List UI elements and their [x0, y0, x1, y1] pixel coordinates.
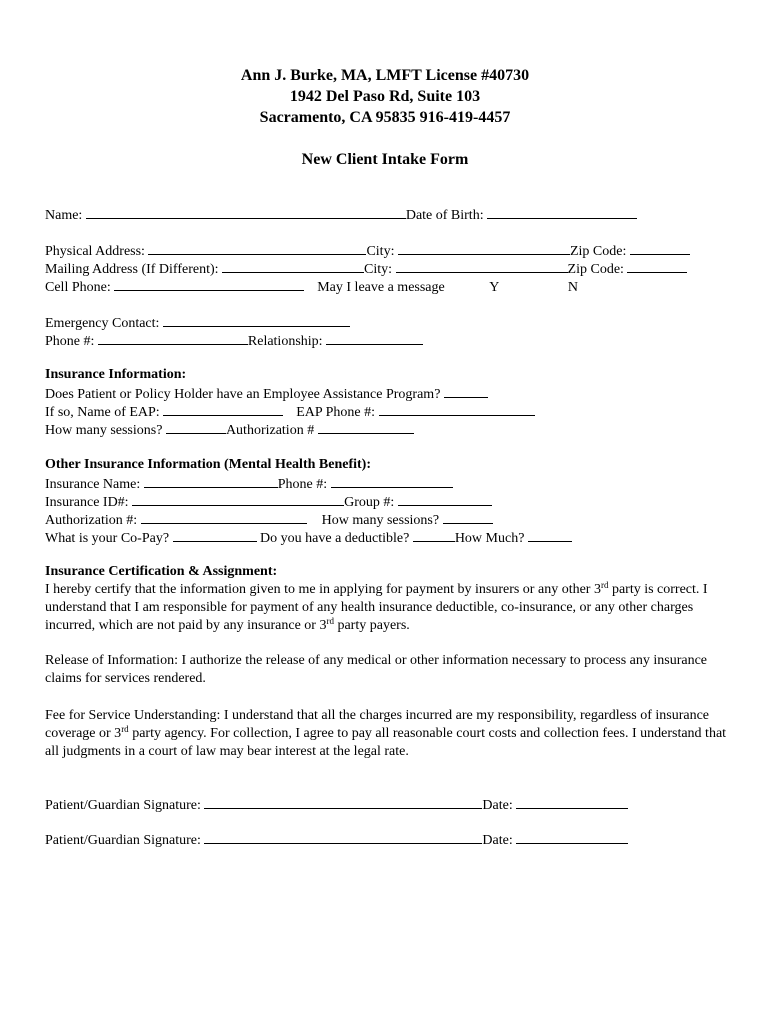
zip-label: Zip Code:	[569, 244, 627, 259]
emergency-phone-field[interactable]	[98, 331, 248, 345]
signature-label: Patient/Guardian Signature:	[45, 798, 201, 813]
practitioner-name: Ann J. Burke, MA, LMFT License #40730	[240, 67, 530, 84]
how-much-field[interactable]	[528, 528, 572, 542]
physical-zip-field[interactable]	[630, 241, 690, 255]
insurance-sessions-label: How many sessions?	[321, 513, 440, 528]
how-much-label: How Much?	[454, 531, 525, 546]
copay-label: What is your Co-Pay?	[45, 531, 170, 546]
mailing-address-label: Mailing Address (If Different):	[45, 262, 219, 277]
insurance-phone-field[interactable]	[331, 474, 453, 488]
insurance-name-row	[45, 474, 453, 492]
date-label: Date:	[482, 798, 513, 813]
signature-label: Patient/Guardian Signature:	[45, 833, 201, 848]
fee-text-part-2: party agency. For collection, I agree to pay all reasonable court costs and collection fees. I understand that all judgments in a court of law may bear interest at the legal rate.	[45, 726, 727, 759]
relationship-label: Relationship:	[247, 334, 323, 349]
insurance-authorization-field[interactable]	[141, 510, 307, 524]
signature-field-1[interactable]	[204, 795, 482, 809]
fee-for-service-paragraph	[45, 707, 735, 761]
emergency-phone-label: Phone #:	[45, 334, 95, 349]
eap-sessions-field[interactable]	[166, 420, 226, 434]
name-row	[45, 205, 637, 223]
signature-date-field-1[interactable]	[516, 795, 628, 809]
cell-phone-field[interactable]	[114, 277, 304, 291]
signature-field-2[interactable]	[204, 830, 482, 844]
certification-text-part-3: party payers.	[333, 618, 410, 633]
dob-label: Date of Birth:	[405, 208, 484, 223]
message-yes-option[interactable]: Y	[489, 280, 499, 295]
certification-heading: Insurance Certification & Assignment:	[45, 564, 278, 579]
eap-sessions-label: How many sessions?	[45, 423, 163, 438]
insurance-id-label: Insurance ID#:	[45, 495, 129, 510]
practice-city-phone: Sacramento, CA 95835 916-419-4457	[259, 109, 511, 126]
eap-name-field[interactable]	[163, 402, 283, 416]
insurance-authorization-label: Authorization #:	[45, 513, 138, 528]
eap-sessions-row	[45, 420, 414, 438]
certification-superscript-2: rd	[326, 616, 334, 626]
eap-name-row	[45, 402, 535, 420]
eap-authorization-field[interactable]	[318, 420, 414, 434]
practice-header	[0, 65, 770, 128]
message-label: May I leave a message	[317, 280, 445, 295]
name-field[interactable]	[86, 205, 406, 219]
eap-question: Does Patient or Policy Holder have an Employee Assistance Program?	[45, 387, 441, 402]
insurance-id-row	[45, 492, 492, 510]
signature-date-field-2[interactable]	[516, 830, 628, 844]
date-label: Date:	[482, 833, 513, 848]
other-insurance-heading: Other Insurance Information (Mental Health Benefit):	[45, 457, 371, 472]
mailing-address-field[interactable]	[222, 259, 364, 273]
group-label: Group #:	[344, 495, 395, 510]
eap-answer-field[interactable]	[444, 384, 488, 398]
certification-text-part-2: party is correct. I understand that I am responsible for payment of any health insurance deductible, co-insurance, or any other charges incurred, which are not paid by any insurance or 3	[45, 582, 708, 633]
message-no-option[interactable]: N	[567, 280, 578, 295]
signature-row-2	[45, 830, 628, 848]
insurance-id-field[interactable]	[132, 492, 344, 506]
group-field[interactable]	[398, 492, 492, 506]
city-label: City:	[366, 244, 395, 259]
name-label: Name:	[45, 208, 83, 223]
physical-address-field[interactable]	[148, 241, 366, 255]
copay-field[interactable]	[173, 528, 257, 542]
certification-superscript-1: rd	[600, 580, 609, 590]
deductible-field[interactable]	[413, 528, 455, 542]
fee-superscript: rd	[121, 724, 129, 734]
physical-address-row	[45, 241, 690, 259]
zip-label: Zip Code:	[567, 262, 624, 277]
insurance-phone-label: Phone #:	[277, 477, 328, 492]
form-title: New Client Intake Form	[301, 151, 469, 168]
eap-name-label: If so, Name of EAP:	[45, 405, 160, 420]
emergency-contact-label: Emergency Contact:	[45, 316, 160, 331]
dob-field[interactable]	[487, 205, 637, 219]
physical-address-label: Physical Address:	[45, 244, 145, 259]
insurance-name-field[interactable]	[144, 474, 278, 488]
cell-phone-label: Cell Phone:	[45, 280, 111, 295]
certification-text-part-1: I hereby certify that the information given to me in applying for payment by insurers or any other 3	[45, 582, 601, 597]
cell-phone-row	[45, 277, 578, 295]
eap-authorization-label: Authorization #	[225, 423, 315, 438]
deductible-label: Do you have a deductible?	[260, 531, 410, 546]
emergency-contact-row	[45, 313, 350, 331]
eap-phone-field[interactable]	[379, 402, 535, 416]
copay-row	[45, 528, 572, 546]
mailing-zip-field[interactable]	[627, 259, 687, 273]
insurance-authorization-row	[45, 510, 493, 528]
eap-row	[45, 384, 488, 402]
emergency-contact-field[interactable]	[163, 313, 350, 327]
insurance-heading: Insurance Information:	[45, 367, 187, 382]
city-label: City:	[364, 262, 393, 277]
mailing-address-row	[45, 259, 687, 277]
physical-city-field[interactable]	[398, 241, 570, 255]
insurance-sessions-field[interactable]	[443, 510, 493, 524]
practice-address: 1942 Del Paso Rd, Suite 103	[289, 88, 481, 105]
eap-phone-label: EAP Phone #:	[296, 405, 376, 420]
fee-text-part-1: Fee for Service Understanding: I understand that all the charges incurred are my responsibility, regardless of insurance coverage or 3	[45, 708, 710, 741]
release-of-information-paragraph: Release of Information: I authorize the release of any medical or other information necessary to process any insurance claims for services rendered.	[45, 653, 708, 686]
signature-row-1	[45, 795, 628, 813]
insurance-name-label: Insurance Name:	[45, 477, 141, 492]
certification-paragraph	[45, 581, 735, 635]
mailing-city-field[interactable]	[396, 259, 568, 273]
relationship-field[interactable]	[326, 331, 423, 345]
emergency-phone-row	[45, 331, 423, 349]
